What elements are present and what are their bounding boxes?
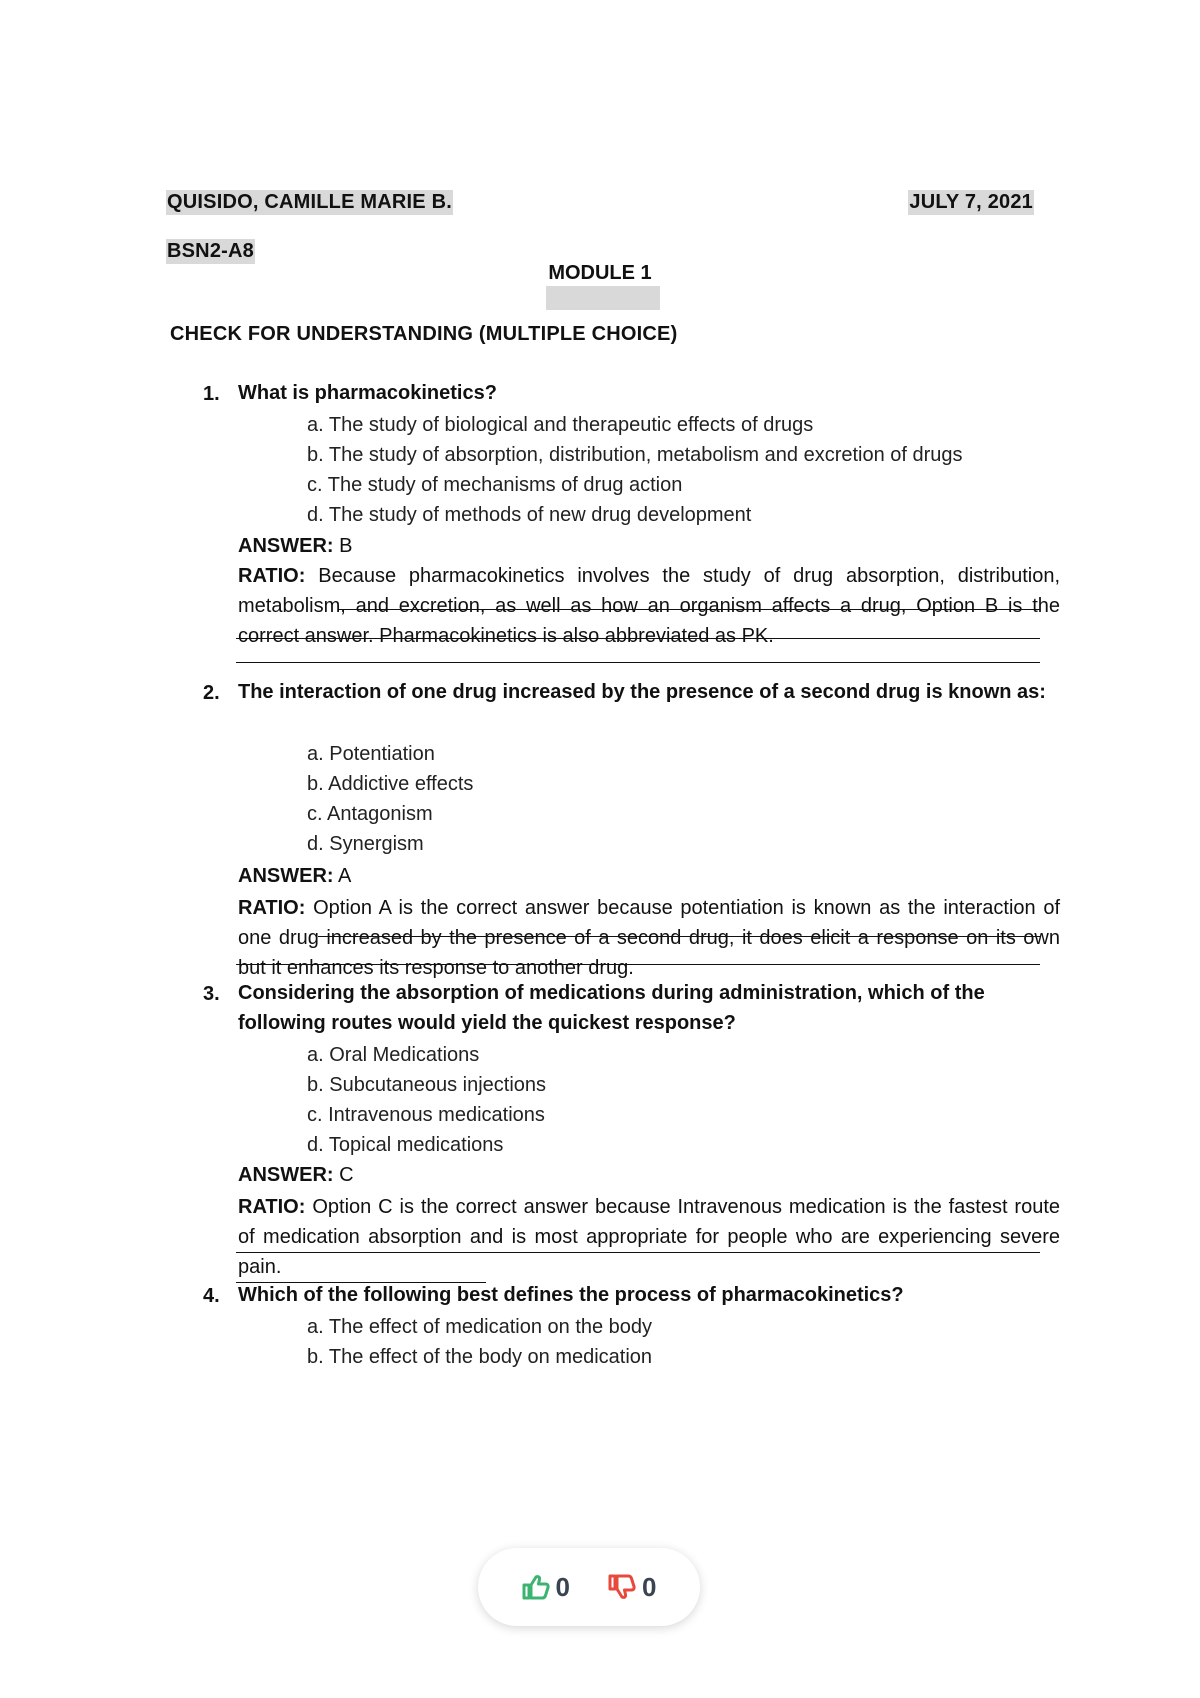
answer-line: [238, 535, 352, 558]
option: b. The effect of the body on medication: [307, 1346, 653, 1368]
dislike-button[interactable]: [608, 1572, 656, 1603]
option: d. Synergism: [307, 833, 424, 855]
option: d. Topical medications: [307, 1134, 504, 1156]
ratio-label: RATIO:: [238, 565, 306, 587]
rationale: [238, 893, 1060, 983]
option: b. The study of absorption, distribution, metabolism and excretion of drugs: [307, 444, 963, 466]
option: c. Antagonism: [307, 803, 433, 825]
document-date: JULY 7, 2021: [909, 191, 1033, 213]
option: b. Subcutaneous injections: [307, 1074, 547, 1096]
question-number: 2.: [203, 682, 220, 704]
strike-line: [318, 936, 1040, 937]
thumbs-down-icon: [608, 1574, 636, 1600]
answer-value: C: [339, 1164, 354, 1186]
question-number: 3.: [203, 983, 220, 1005]
question-text: Considering the absorption of medications during administration, which of the following routes would yield the quickest response?: [238, 982, 985, 1034]
strike-line: [236, 662, 1040, 663]
question-text: What is pharmacokinetics?: [238, 382, 497, 404]
thumbs-up-icon: [522, 1574, 550, 1600]
ratio-text: Because pharmacokinetics involves the study of drug absorption, distribution, metabolism, and excretion, as well as how an organism affects a drug, Option B is the correct answer. Pharmacokinetics is also abbreviated as PK.: [238, 565, 1061, 647]
option: a. The effect of medication on the body: [307, 1316, 653, 1338]
answer-label: ANSWER:: [238, 865, 334, 887]
ratio-label: RATIO:: [238, 897, 306, 919]
module-title: MODULE 1: [548, 262, 652, 284]
dislike-count: 0: [642, 1571, 657, 1602]
strike-line: [236, 1252, 1040, 1253]
student-section: BSN2-A8: [167, 240, 254, 262]
reaction-bar: [478, 1548, 700, 1626]
like-count: 0: [555, 1571, 570, 1602]
strike-line: [338, 609, 1040, 610]
question-number: 1.: [203, 383, 220, 405]
strike-line: [236, 638, 1040, 639]
question-number: 4.: [203, 1285, 220, 1307]
option: d. The study of methods of new drug development: [307, 504, 752, 526]
option: a. Potentiation: [307, 743, 435, 765]
answer-value: A: [338, 865, 352, 887]
option: b. Addictive effects: [307, 773, 474, 795]
option: c. The study of mechanisms of drug action: [307, 474, 683, 496]
ratio-text: Option A is the correct answer because potentiation is known as the interaction of one drug increased by the presence of a second drug, it does elicit a response on its own but it enhances its response to another drug.: [238, 897, 1060, 979]
question-text: Which of the following best defines the process of pharmacokinetics?: [238, 1284, 904, 1306]
answer-line: [238, 865, 351, 888]
option: c. Intravenous medications: [307, 1104, 545, 1126]
answer-value: B: [339, 535, 353, 557]
option: a. Oral Medications: [307, 1044, 480, 1066]
student-name: QUISIDO, CAMILLE MARIE B.: [167, 191, 452, 213]
answer-label: ANSWER:: [238, 535, 334, 557]
question-text: The interaction of one drug increased by the presence of a second drug is known as:: [238, 681, 1046, 703]
strike-line: [236, 964, 1040, 965]
rationale: [238, 1192, 1060, 1282]
section-heading: CHECK FOR UNDERSTANDING (MULTIPLE CHOICE): [170, 323, 678, 345]
ratio-label: RATIO:: [238, 1196, 306, 1218]
like-button[interactable]: [522, 1572, 570, 1603]
answer-label: ANSWER:: [238, 1164, 334, 1186]
answer-line: [238, 1164, 354, 1187]
highlight-bar: [546, 286, 660, 310]
option: a. The study of biological and therapeutic effects of drugs: [307, 414, 814, 436]
ratio-text: Option C is the correct answer because Intravenous medication is the fastest route of medication absorption and is most appropriate for people who are experiencing severe pain.: [238, 1196, 1061, 1278]
